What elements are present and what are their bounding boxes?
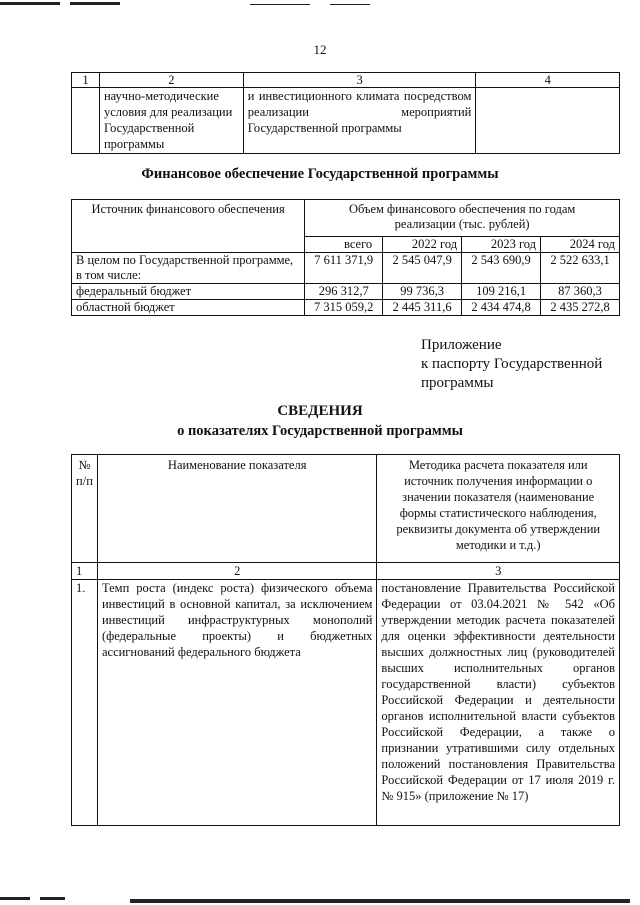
table-cell: и инвестиционного климата посредством реализации мероприятий Государственной программы [243, 88, 476, 154]
indicators-table [71, 454, 620, 826]
table-row [72, 253, 620, 284]
table-cell [476, 88, 620, 154]
row-label: В целом по Государственной программе, в том числе: [72, 253, 305, 284]
appendix-line: программы [421, 375, 494, 391]
column-number-3: 3 [377, 563, 620, 580]
svedenia-subtitle: о показателях Государственной программы [177, 423, 463, 439]
scan-edge-top [0, 0, 640, 8]
table-row [72, 284, 620, 300]
table-row [72, 300, 620, 316]
table-cell: 2 522 633,1 [541, 253, 620, 284]
table-cell: 99 736,3 [383, 284, 462, 300]
table-header-row [72, 200, 620, 237]
scan-edge-bottom [0, 893, 640, 905]
table-cell: научно-методические условия для реализации Государственной программы [99, 88, 243, 154]
table-cell: 2 445 311,6 [383, 300, 462, 316]
table-cell: 2 434 474,8 [462, 300, 541, 316]
row-label: федеральный бюджет [72, 284, 305, 300]
finance-table [71, 199, 620, 316]
method-header: Методика расчета показателя или источник получения информации о значении показателя (наименование формы статистического наблюдения, реквизиты документа об утверждении методики и т.д.) [377, 455, 620, 563]
table-cell: 296 312,7 [305, 284, 383, 300]
table-cell [72, 88, 100, 154]
table-cell: 7 611 371,9 [305, 253, 383, 284]
table-row [72, 580, 620, 826]
column-2022: 2022 год [383, 237, 462, 253]
column-number-1: 1 [72, 563, 98, 580]
indicator-name: Темп роста (индекс роста) физического объема инвестиций в основной капитал, за исключением инвестиций инфраструктурных монополий (федеральные проекты) и бюджетных ассигнований федерального бюджета [97, 580, 376, 826]
column-number-2: 2 [99, 73, 243, 88]
table-header-row [72, 73, 620, 88]
table-header-row [72, 455, 620, 563]
column-2023: 2023 год [462, 237, 541, 253]
row-number: 1. [72, 580, 98, 826]
appendix-line: Приложение [421, 337, 502, 353]
column-number-1: 1 [72, 73, 100, 88]
table-numbering-row [72, 563, 620, 580]
indicator-method: постановление Правительства Российской Федерации от 03.04.2021 № 542 «Об утверждении методик расчета показателей для оценки эффективности деятельности высших должностных лиц (руководителей высших исполнительных органов государственной власти) субъектов Российской Федерации и деятельности органов исполнительной власти субъектов Российской Федерации, а также о признании утратившими силу отдельных положений постановления Правительства Российской Федерации от 17 июля 2019 г. № 915» (приложение № 17) [377, 580, 620, 826]
volume-header: Объем финансового обеспечения по годам реализации (тыс. рублей) [305, 200, 620, 237]
table-cell: 87 360,3 [541, 284, 620, 300]
table-cell: 2 545 047,9 [383, 253, 462, 284]
row-label: областной бюджет [72, 300, 305, 316]
num-header: № п/п [72, 455, 98, 563]
column-total: всего [305, 237, 383, 253]
appendix-line: к паспорту Государственной [421, 356, 603, 372]
column-number-4: 4 [476, 73, 620, 88]
finance-heading: Финансовое обеспечение Государственной программы [141, 166, 499, 182]
table-cell: 7 315 059,2 [305, 300, 383, 316]
page-number: 12 [313, 42, 327, 57]
column-2024: 2024 год [541, 237, 620, 253]
table-row [72, 88, 620, 154]
table-cell: 109 216,1 [462, 284, 541, 300]
column-number-3: 3 [243, 73, 476, 88]
table-cell: 2 435 272,8 [541, 300, 620, 316]
table-cell: 2 543 690,9 [462, 253, 541, 284]
continuation-table [71, 72, 620, 154]
name-header: Наименование показателя [97, 455, 376, 563]
svedenia-title: СВЕДЕНИЯ [277, 403, 363, 419]
column-number-2: 2 [97, 563, 376, 580]
source-header: Источник финансового обеспечения [72, 200, 305, 253]
appendix-note [421, 336, 602, 393]
